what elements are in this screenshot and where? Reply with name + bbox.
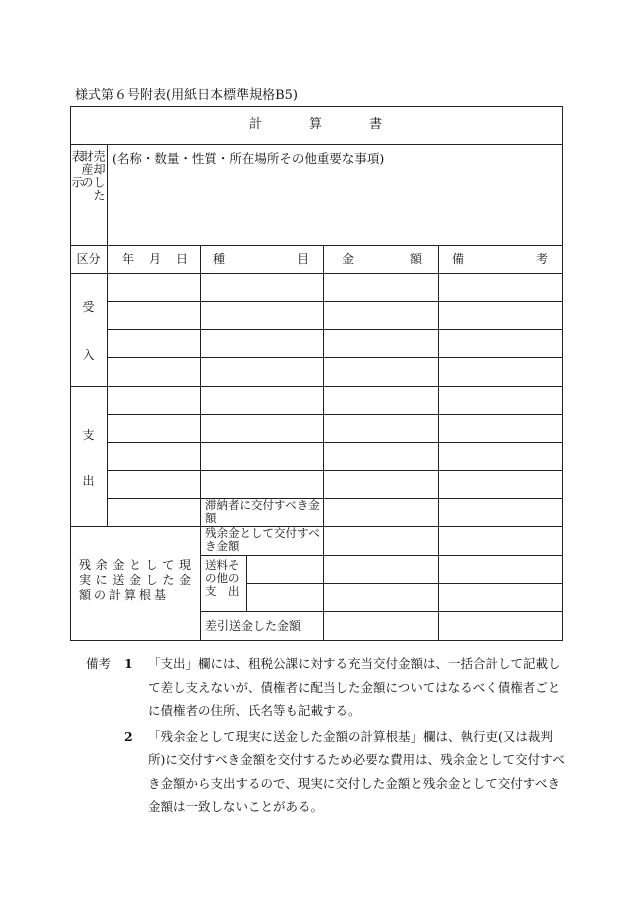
note-text: 「支出」欄には、租税公課に対する充当交付金額は、一括合計して記載して差し支えないが、債権者に配当した金額についてはなるべく債権者ごとに債権者の住所、氏名等も記載する。 bbox=[148, 656, 561, 718]
header-kubun: 区分 bbox=[76, 252, 101, 266]
notes-label: 備考 bbox=[86, 656, 112, 671]
form-title: 計 算 書 bbox=[248, 117, 384, 132]
receipts-label-2: 入 bbox=[82, 348, 95, 362]
header-item: 種 目 bbox=[213, 252, 309, 266]
header-amount: 金 額 bbox=[342, 252, 422, 266]
net-remitted-label: 差引送金した金額 bbox=[205, 619, 302, 633]
remittance-basis-label: 残余金として現実に送金した金額の計算根基 bbox=[79, 558, 194, 602]
header-date: 年 月 日 bbox=[122, 252, 188, 266]
delinquent-payment-label: 滞納者に交付すべき金額 bbox=[205, 498, 320, 525]
property-label: 売却した 財産の 表 示 bbox=[70, 150, 106, 202]
calculation-form bbox=[70, 106, 563, 641]
notes-section bbox=[86, 652, 566, 819]
property-description: (名称・数量・性質・所在場所その他重要な事項) bbox=[112, 151, 385, 166]
other-expenses-label: 送料その他の支 出 bbox=[205, 558, 240, 598]
note-number: 2 bbox=[124, 728, 133, 744]
surplus-payment-label: 残余金として交付すべき金額 bbox=[205, 526, 320, 553]
payments-label-2: 出 bbox=[82, 474, 95, 488]
receipts-label-1: 受 bbox=[82, 300, 95, 314]
note-text: 「残余金として現実に送金した金額の計算根基」欄は、執行吏(又は裁判所)に交付すべき金額を交付するため必要な費用は、残余金として交付すべき金額から支出するので、現実に交付した金額と残余金として交付すべき金額は一致しないことがある。 bbox=[148, 728, 565, 814]
form-number-header: 様式第６号附表(用紙日本標準規格B5) bbox=[75, 88, 298, 103]
note-number: 1 bbox=[124, 656, 133, 671]
header-remarks: 備 考 bbox=[452, 252, 548, 266]
note-item-2 bbox=[86, 725, 566, 819]
note-item-1 bbox=[86, 652, 566, 723]
payments-label-1: 支 bbox=[82, 428, 95, 442]
